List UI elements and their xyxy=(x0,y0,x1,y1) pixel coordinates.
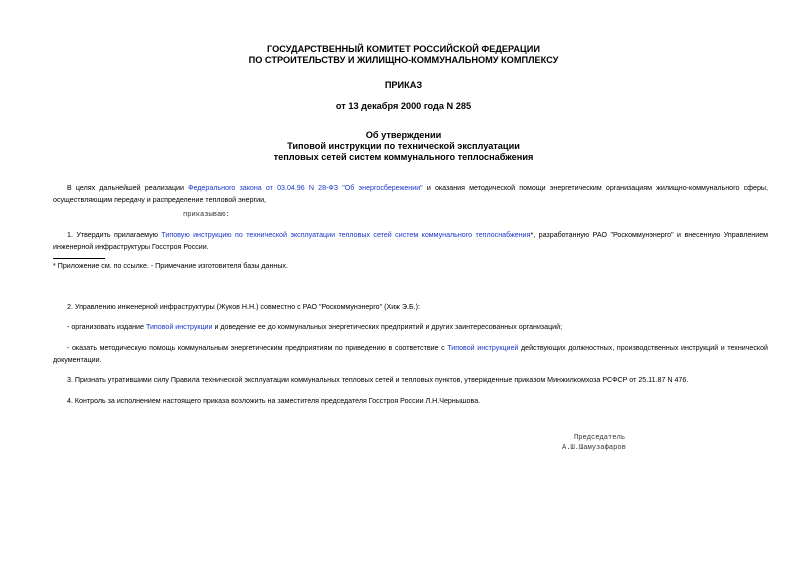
order-word: приказываю: xyxy=(183,211,230,219)
committee-name-line-2: ПО СТРОИТЕЛЬСТВУ И ЖИЛИЩНО-КОММУНАЛЬНОМУ КОМПЛЕКСУ xyxy=(248,55,559,65)
document-type: ПРИКАЗ xyxy=(384,80,423,90)
item-3-paragraph: 3. Признать утратившими силу Правила технической эксплуатации коммунальных тепловых сетей и тепловых пунктов, утвержденные приказом Минжилкомхоза РСФСР от 25.11.87 N 476. xyxy=(67,376,689,384)
subject-line-2: Типовой инструкции по технической эксплуатации xyxy=(287,141,520,151)
footnote: * Приложение см. по ссылке. - Примечание изготовителя базы данных. xyxy=(53,262,288,270)
intro-paragraph: В целях дальнейшей реализации Федерального закона от 03.04.96 N 28-ФЗ "Об энергосбережении" и оказания методической помощи энергетическим организациям жилищно-коммунального сферы, осуществляющим передачу и распределение тепловой энергии, xyxy=(53,184,768,204)
committee-name-line-1: ГОСУДАРСТВЕННЫЙ КОМИТЕТ РОССИЙСКОЙ ФЕДЕРАЦИИ xyxy=(267,44,540,54)
subject-line-3: тепловых сетей систем коммунального теплоснабжения xyxy=(273,152,534,162)
item-4-paragraph: 4. Контроль за исполнением настоящего приказа возложить на заместителя председателя Госстроя России Л.Н.Чернышова. xyxy=(67,397,481,405)
item-1-paragraph: 1. Утвердить прилагаемую Типовую инструкцию по технической эксплуатации тепловых сетей систем коммунального теплоснабжения*, разработанную РАО "Роскоммунэнерго" и внесенную Управлением инженерной инфраструктуры Госстроя России. xyxy=(53,231,769,251)
typical-instruction-link[interactable]: Типовую инструкцию по технической эксплуатации тепловых сетей систем коммунального теплоснабжения xyxy=(161,231,531,239)
federal-law-link[interactable]: Федерального закона от 03.04.96 N 28-ФЗ "Об энергосбережении" xyxy=(188,184,423,192)
bullet-2-paragraph: - оказать методическую помощь коммунальным энергетическим предприятиям по приведению в соответствие с Типовой инструкцией действующих должностных, производственных инструкций и технической документации. xyxy=(53,344,769,364)
typical-instruction-link-2[interactable]: Типовой инструкции xyxy=(145,323,213,331)
signature-title: Председатель xyxy=(574,434,626,442)
document-date: от 13 декабря 2000 года N 285 xyxy=(335,101,472,111)
footnote-separator xyxy=(53,258,105,259)
signature-name: А.Ш.Шамузафаров xyxy=(562,444,626,452)
typical-instruction-link-3[interactable]: Типовой инструкцией xyxy=(447,344,519,352)
subject-line-1: Об утверждении xyxy=(365,130,442,140)
bullet-1-paragraph: - организовать издание Типовой инструкции и доведение ее до коммунальных энергетических предприятий и других заинтересованных организаций; xyxy=(67,323,563,331)
item-2-paragraph: 2. Управлению инженерной инфраструктуры (Жуков Н.Н.) совместно с РАО "Роскоммунэнерго" (Хиж Э.Б.): xyxy=(67,303,420,311)
